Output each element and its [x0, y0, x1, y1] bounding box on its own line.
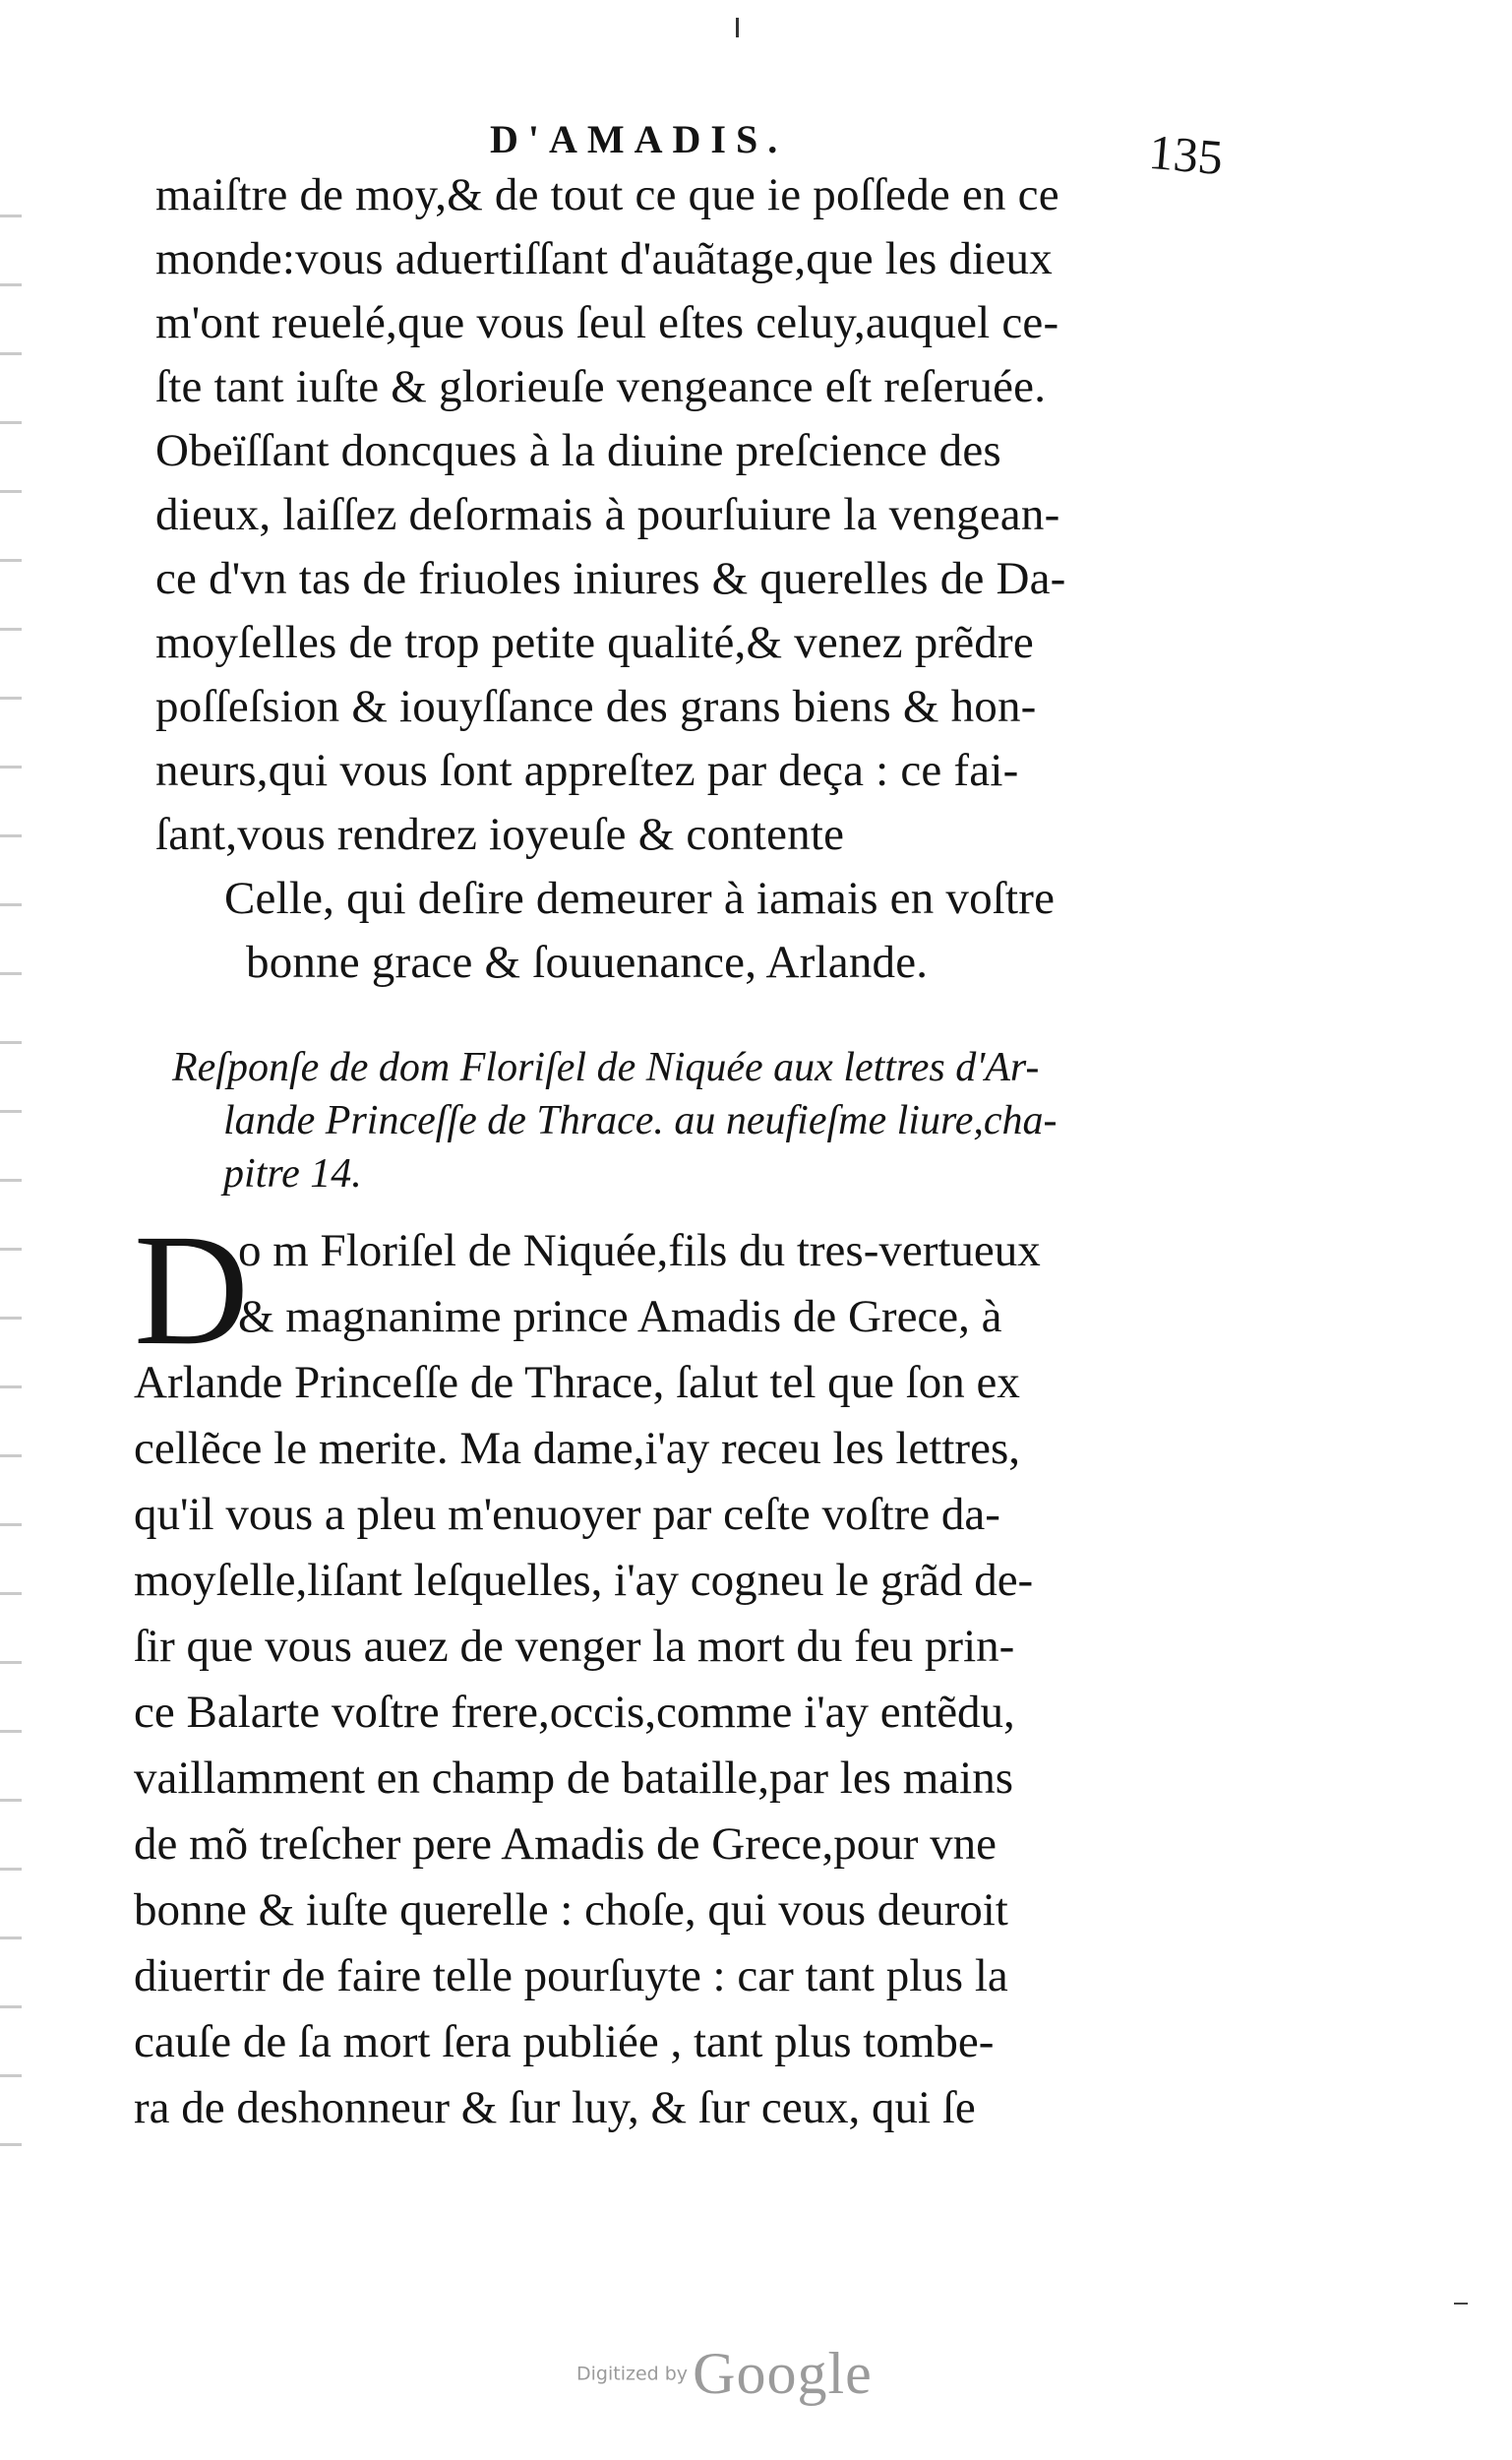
heading-line: Reſponſe de dom Floriſel de Niquée aux lettres d'Ar-: [172, 1045, 1040, 1090]
text-line: bonne & iuſte querelle : choſe, qui vous deuroit: [134, 1884, 1008, 1936]
running-head: D'AMADIS.: [490, 117, 788, 161]
text-line: moyſelle,liſant leſquelles, i'ay cogneu le grãd de-: [134, 1555, 1034, 1606]
text-line: maiſtre de moy,& de tout ce que ie poſſede en ce: [155, 169, 1059, 220]
binding-gutter-marks: [0, 177, 22, 2184]
text-line: ſant,vous rendrez ioyeuſe & contente: [155, 809, 845, 860]
text-line: m'ont reuelé,que vous ſeul eſtes celuy,auquel ce-: [155, 297, 1059, 348]
text-line: dieux, laiſſez deſormais à pourſuiure la vengean-: [155, 489, 1060, 540]
chapter-heading: [172, 1041, 1235, 1200]
text-line: diuertir de faire telle pourſuyte : car tant plus la: [134, 1950, 1008, 2001]
heading-line: pitre 14.: [223, 1151, 362, 1197]
text-line: Obeïſſant doncques à la diuine preſcience des: [155, 425, 1001, 476]
watermark-prefix: Digitized by: [576, 2363, 689, 2385]
text-line: moyſelles de trop petite qualité,& venez prẽdre: [155, 617, 1034, 668]
drop-cap: D: [134, 1202, 249, 1379]
heading-line: lande Princeſſe de Thrace. au neufieſme liure,cha-: [223, 1098, 1058, 1143]
text-line: ra de deshonneur & ſur luy, & ſur ceux, qui ſe: [134, 2082, 976, 2133]
letter-text: [155, 163, 1228, 995]
signature-line: Celle, qui deſire demeurer à iamais en voſtre: [224, 873, 1056, 924]
text-line: ſte tant iuſte & glorieuſe vengeance eſt reſeruée.: [155, 361, 1047, 412]
margin-dash: [1454, 2303, 1468, 2305]
text-line: cellẽce le merite. Ma dame,i'ay receu les lettres,: [134, 1423, 1020, 1474]
text-line: qu'il vous a pleu m'enuoyer par ceſte voſtre da-: [134, 1489, 1000, 1540]
response-text: [134, 1202, 1231, 2141]
text-line: & magnanime prince Amadis de Grece, à: [238, 1291, 1002, 1342]
digitized-watermark: [576, 2340, 873, 2408]
text-line: cauſe de ſa mort ſera publiée , tant plus tombe-: [134, 2016, 995, 2067]
page-number: 135: [1146, 123, 1226, 186]
text-line: ſir que vous auez de venger la mort du feu prin-: [134, 1621, 1015, 1672]
google-logo: Google: [693, 2341, 873, 2406]
text-line: ce Balarte voſtre frere,occis,comme i'ay entẽdu,: [134, 1687, 1015, 1738]
text-line: vaillamment en champ de bataille,par les mains: [134, 1753, 1013, 1804]
text-line: o m Floriſel de Niquée,fils du tres-vertueux: [238, 1225, 1041, 1276]
text-line: poſſeſsion & iouyſſance des grans biens & hon-: [155, 681, 1037, 732]
top-edge-mark: [736, 18, 739, 37]
text-line: Arlande Princeſſe de Thrace, ſalut tel que ſon ex: [134, 1357, 1020, 1408]
signature-line: bonne grace & ſouuenance, Arlande.: [246, 937, 929, 988]
text-line: ce d'vn tas de friuoles iniures & querelles de Da-: [155, 553, 1066, 604]
text-line: neurs,qui vous ſont appreſtez par deça : ce fai-: [155, 745, 1019, 796]
text-line: de mõ treſcher pere Amadis de Grece,pour vne: [134, 1818, 997, 1870]
text-line: monde:vous aduertiſſant d'auãtage,que les dieux: [155, 233, 1053, 284]
